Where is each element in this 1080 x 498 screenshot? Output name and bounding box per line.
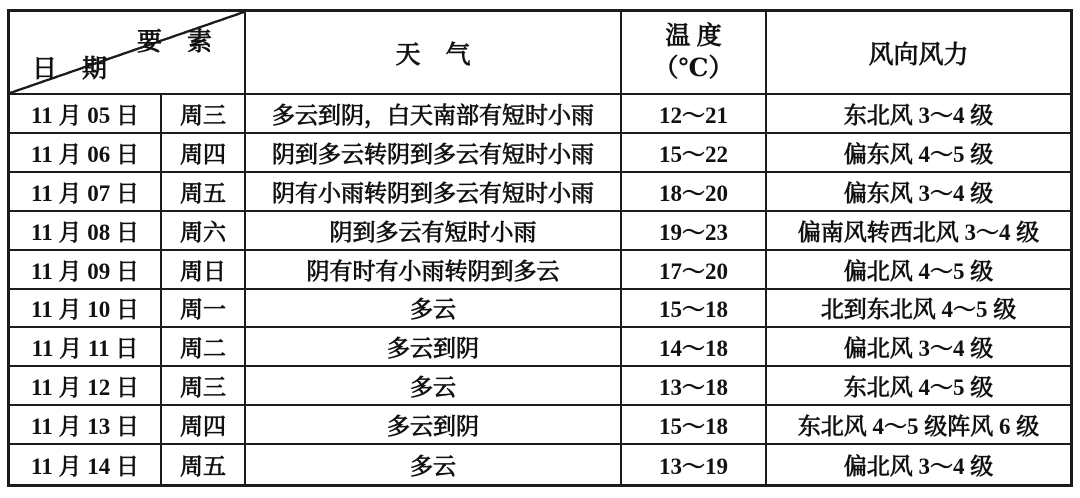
weather-cell: 多云 [246,367,622,406]
weekday-cell: 周二 [162,328,246,367]
weekday-cell: 周六 [162,212,246,251]
header-corner-cell [10,12,246,95]
date-cell: 11 月 13 日 [10,406,162,445]
weekday-cell: 周五 [162,445,246,484]
wind-cell: 偏东风 3～4 级 [767,173,1070,212]
wind-cell: 偏北风 3～4 级 [767,328,1070,367]
header-corner-date-label: 日 期 [32,56,108,83]
temp-cell: 19～23 [622,212,767,251]
weekday-cell: 周四 [162,406,246,445]
date-cell: 11 月 14 日 [10,445,162,484]
date-cell: 11 月 12 日 [10,367,162,406]
weekday-cell: 周日 [162,251,246,290]
weather-cell: 阴到多云转阴到多云有短时小雨 [246,134,622,173]
temp-cell: 17～20 [622,251,767,290]
weekday-cell: 周一 [162,290,246,329]
temp-cell: 13～19 [622,445,767,484]
header-temperature [622,12,767,95]
wind-cell: 北到东北风 4～5 级 [767,290,1070,329]
temp-cell: 14～18 [622,328,767,367]
wind-cell: 东北风 4～5 级阵风 6 级 [767,406,1070,445]
weekday-cell: 周四 [162,134,246,173]
temp-cell: 15～18 [622,406,767,445]
date-cell: 11 月 10 日 [10,290,162,329]
weekday-cell: 周三 [162,95,246,134]
wind-cell: 偏北风 4～5 级 [767,251,1070,290]
wind-cell: 东北风 3～4 级 [767,95,1070,134]
weather-cell: 多云到阴 [246,328,622,367]
weather-cell: 阴到多云有短时小雨 [246,212,622,251]
weather-forecast-table [7,9,1073,487]
wind-cell: 偏东风 4～5 级 [767,134,1070,173]
header-temperature-line1: 温 度 [665,23,722,51]
header-wind: 风向风力 [767,12,1070,95]
date-cell: 11 月 05 日 [10,95,162,134]
date-cell: 11 月 06 日 [10,134,162,173]
temp-cell: 15～22 [622,134,767,173]
header-weather: 天 气 [246,12,622,95]
date-cell: 11 月 11 日 [10,328,162,367]
weekday-cell: 周三 [162,367,246,406]
header-temperature-line2: （℃） [653,54,734,82]
weekday-cell: 周五 [162,173,246,212]
wind-cell: 东北风 4～5 级 [767,367,1070,406]
date-cell: 11 月 07 日 [10,173,162,212]
temp-cell: 12～21 [622,95,767,134]
weather-cell: 多云 [246,290,622,329]
weather-cell: 阴有时有小雨转阴到多云 [246,251,622,290]
header-corner-element-label: 要 素 [136,29,212,56]
date-cell: 11 月 09 日 [10,251,162,290]
temp-cell: 15～18 [622,290,767,329]
wind-cell: 偏南风转西北风 3～4 级 [767,212,1070,251]
date-cell: 11 月 08 日 [10,212,162,251]
temp-cell: 18～20 [622,173,767,212]
temp-cell: 13～18 [622,367,767,406]
weather-cell: 多云 [246,445,622,484]
weather-cell: 多云到阴 [246,406,622,445]
wind-cell: 偏北风 3～4 级 [843,454,994,480]
weather-cell: 阴有小雨转阴到多云有短时小雨 [246,173,622,212]
weather-cell: 多云到阴，白天南部有短时小雨 [246,95,622,134]
